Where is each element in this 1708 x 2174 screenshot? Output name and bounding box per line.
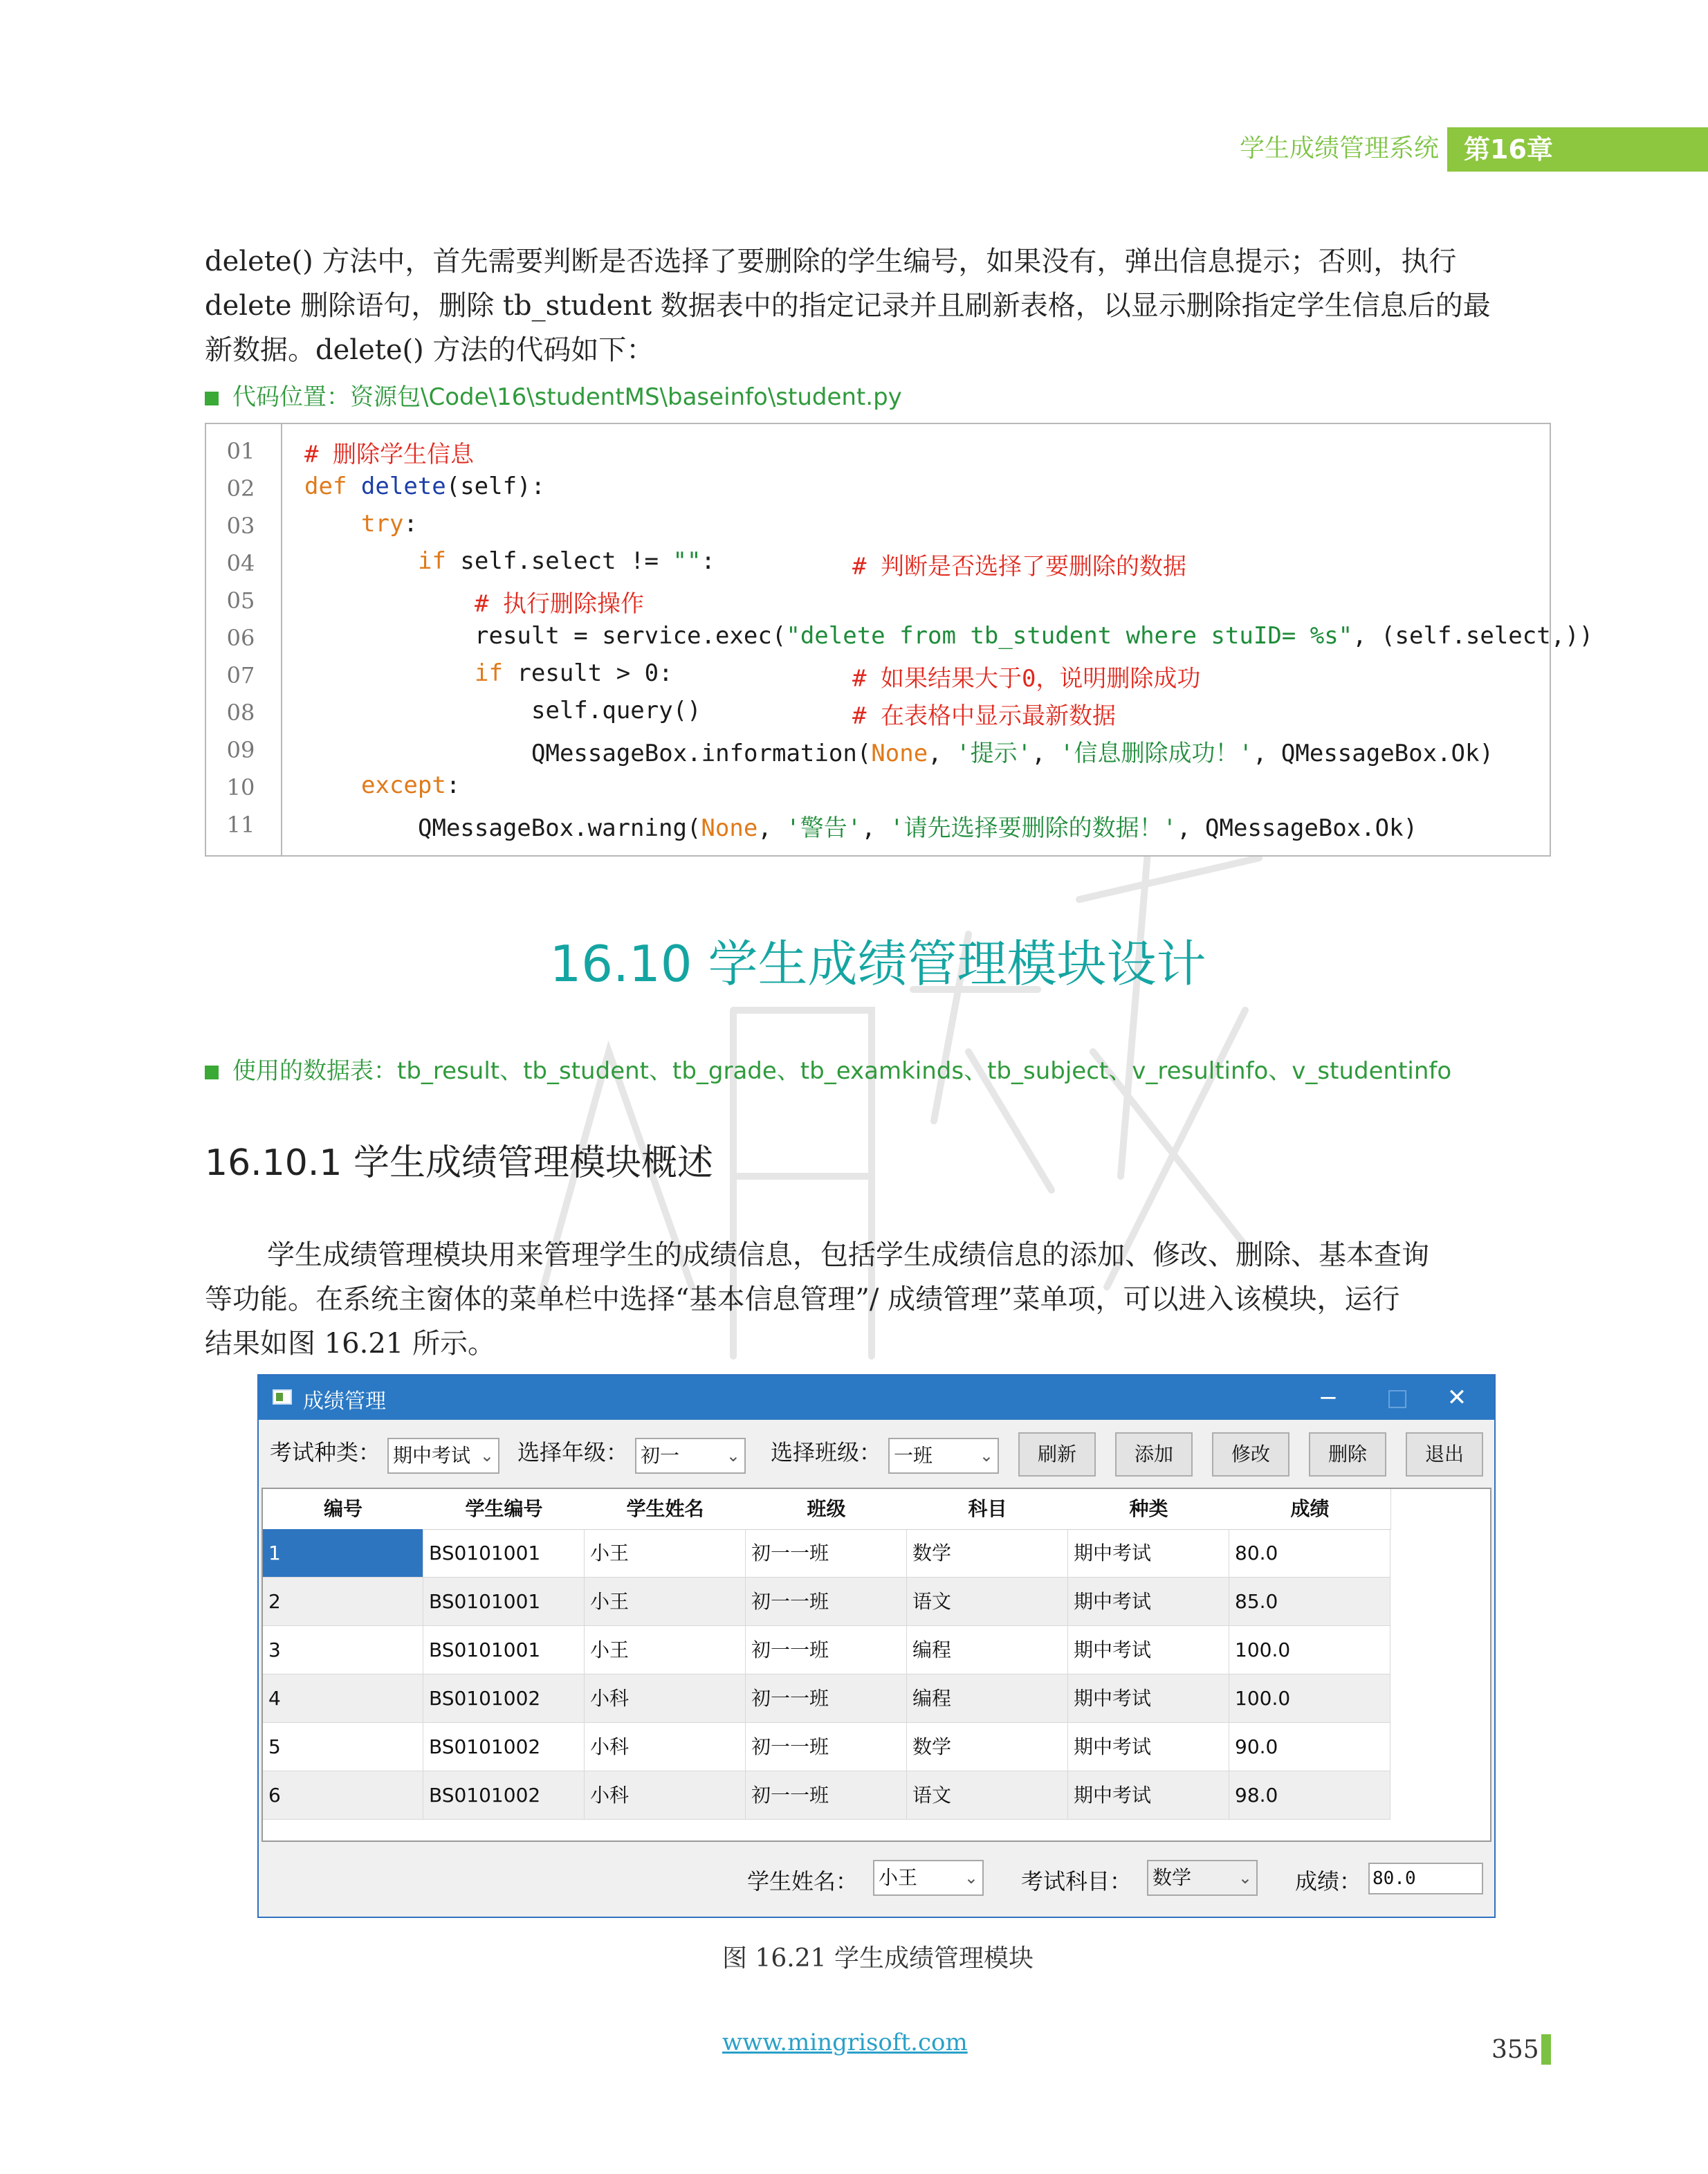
- window-title: 成绩管理: [303, 1389, 386, 1414]
- class-select[interactable]: 一班 ⌄: [888, 1438, 999, 1474]
- column-header[interactable]: 学生姓名: [585, 1489, 746, 1530]
- table-cell[interactable]: 小王: [585, 1529, 746, 1578]
- edit-button[interactable]: 修改: [1212, 1432, 1289, 1477]
- score-label: 成绩：: [1295, 1868, 1362, 1894]
- add-button[interactable]: 添加: [1115, 1432, 1193, 1477]
- table-cell[interactable]: 4: [263, 1674, 423, 1723]
- table-cell[interactable]: 小王: [585, 1578, 746, 1626]
- table-cell[interactable]: 数学: [907, 1529, 1068, 1578]
- minimize-icon[interactable]: −: [1318, 1384, 1339, 1412]
- code-comment: # 如果结果大于0，说明删除成功: [852, 665, 1201, 693]
- code-line: # 删除学生信息: [304, 441, 474, 468]
- bullet-square-icon: [205, 1066, 219, 1079]
- page-number: 355: [1491, 2036, 1539, 2064]
- table-cell[interactable]: 2: [263, 1578, 423, 1626]
- column-header[interactable]: 编号: [263, 1489, 424, 1530]
- code-line: QMessageBox.information(None, '提示', '信息删除成功！', QMessageBox.Ok): [531, 740, 1494, 767]
- table-cell[interactable]: 100.0: [1229, 1626, 1390, 1674]
- table-cell[interactable]: 80.0: [1229, 1529, 1390, 1578]
- section-heading: 16.10 学生成绩管理模块设计: [549, 935, 1206, 993]
- code-comment: # 判断是否选择了要删除的数据: [852, 553, 1186, 581]
- intro-paragraph: [205, 239, 1551, 372]
- chevron-down-icon: ⌄: [479, 1446, 494, 1465]
- table-cell[interactable]: 期中考试: [1068, 1529, 1229, 1578]
- app-icon: [273, 1389, 292, 1405]
- chapter-tab: 第16章: [1447, 127, 1708, 172]
- window-titlebar[interactable]: [259, 1376, 1494, 1420]
- refresh-button[interactable]: 刷新: [1018, 1432, 1096, 1477]
- table-cell[interactable]: 100.0: [1229, 1674, 1390, 1723]
- line-number-gutter: [206, 424, 282, 855]
- running-header-title: 学生成绩管理系统: [1239, 134, 1439, 163]
- table-cell[interactable]: 85.0: [1229, 1578, 1390, 1626]
- table-cell[interactable]: 期中考试: [1068, 1771, 1229, 1820]
- table-cell[interactable]: BS0101001: [423, 1626, 585, 1674]
- exam-kind-select[interactable]: 期中考试 ⌄: [387, 1438, 499, 1474]
- table-cell[interactable]: 初一一班: [746, 1626, 907, 1674]
- table-cell[interactable]: BS0101001: [423, 1578, 585, 1626]
- close-icon[interactable]: ✕: [1447, 1384, 1467, 1412]
- table-cell[interactable]: 5: [263, 1723, 423, 1771]
- table-cell[interactable]: 初一一班: [746, 1771, 907, 1820]
- code-location-note: [205, 378, 902, 412]
- line-number: 09: [226, 737, 255, 763]
- table-cell[interactable]: BS0101002: [423, 1771, 585, 1820]
- code-line: def delete(self):: [304, 473, 546, 500]
- subject-select[interactable]: 数学 ⌄: [1147, 1860, 1258, 1896]
- table-cell[interactable]: 语文: [907, 1578, 1068, 1626]
- code-line: result = service.exec("delete from tb_student where stuID= %s", (self.select,)): [475, 622, 1594, 650]
- exit-button[interactable]: 退出: [1406, 1432, 1483, 1477]
- table-cell[interactable]: 期中考试: [1068, 1674, 1229, 1723]
- tables-used-note: [205, 1052, 1451, 1086]
- bullet-square-icon: [205, 392, 219, 405]
- line-number: 11: [226, 812, 255, 838]
- grade-label: 选择年级：: [517, 1439, 629, 1465]
- maximize-icon[interactable]: □: [1386, 1384, 1409, 1412]
- exam-kind-label: 考试种类：: [270, 1439, 381, 1465]
- line-number: 06: [226, 625, 255, 651]
- table-cell[interactable]: 期中考试: [1068, 1723, 1229, 1771]
- intro-line: 新数据。delete() 方法的代码如下：: [205, 334, 654, 366]
- code-line: if result > 0:: [475, 659, 673, 687]
- delete-button[interactable]: 删除: [1309, 1432, 1386, 1477]
- footer-link[interactable]: www.mingrisoft.com: [722, 2029, 968, 2056]
- table-cell[interactable]: 初一一班: [746, 1723, 907, 1771]
- intro-line: delete() 方法中，首先需要判断是否选择了要删除的学生编号，如果没有，弹出信息提示；否则，执行: [205, 246, 1457, 277]
- line-number: 05: [226, 587, 255, 614]
- tables-used-text: 使用的数据表：tb_result、tb_student、tb_grade、tb_examkinds、tb_subject、v_resultinfo、v_studentinfo: [232, 1057, 1452, 1085]
- line-number: 07: [226, 662, 255, 688]
- table-cell[interactable]: 初一一班: [746, 1674, 907, 1723]
- table-cell[interactable]: 小科: [585, 1674, 746, 1723]
- line-number: 08: [226, 700, 255, 726]
- overview-paragraph: [205, 1233, 1551, 1366]
- subject-label: 考试科目：: [1021, 1868, 1132, 1894]
- chevron-down-icon: ⌄: [979, 1446, 993, 1465]
- table-cell[interactable]: 6: [263, 1771, 423, 1820]
- class-label: 选择班级：: [771, 1439, 882, 1465]
- overview-line: 等功能。在系统主窗体的菜单栏中选择“基本信息管理”/ 成绩管理”菜单项，可以进入该模块，运行: [205, 1284, 1400, 1315]
- column-header[interactable]: 成绩: [1229, 1489, 1391, 1530]
- student-name-select[interactable]: 小王 ⌄: [873, 1860, 984, 1896]
- code-location-text: 代码位置：资源包\Code\16\studentMS\baseinfo\student.py: [232, 383, 902, 411]
- overview-line: 结果如图 16.21 所示。: [205, 1328, 495, 1360]
- code-line: QMessageBox.warning(None, '警告', '请先选择要删除的数据！', QMessageBox.Ok): [418, 814, 1418, 842]
- score-input[interactable]: 80.0: [1368, 1863, 1483, 1894]
- line-number: 04: [226, 550, 255, 576]
- score-table[interactable]: [261, 1488, 1491, 1842]
- code-line: # 执行删除操作: [475, 590, 644, 618]
- column-header[interactable]: 科目: [907, 1489, 1069, 1530]
- table-cell[interactable]: 语文: [907, 1771, 1068, 1820]
- table-cell[interactable]: 小科: [585, 1723, 746, 1771]
- table-cell[interactable]: 1: [263, 1529, 423, 1578]
- table-cell[interactable]: BS0101002: [423, 1674, 585, 1723]
- table-cell[interactable]: 初一一班: [746, 1529, 907, 1578]
- student-name-label: 学生姓名：: [747, 1868, 858, 1894]
- table-cell[interactable]: 编程: [907, 1674, 1068, 1723]
- code-line: try:: [361, 510, 418, 538]
- code-listing: [205, 423, 1594, 857]
- subsection-heading: 16.10.1 学生成绩管理模块概述: [205, 1142, 714, 1184]
- table-cell[interactable]: 数学: [907, 1723, 1068, 1771]
- table-cell[interactable]: 小科: [585, 1771, 746, 1820]
- code-line: self.query(): [531, 697, 701, 724]
- table-cell[interactable]: 3: [263, 1626, 423, 1674]
- code-line: except:: [361, 771, 461, 799]
- line-number: 02: [226, 475, 255, 502]
- code-comment: # 在表格中显示最新数据: [852, 702, 1116, 730]
- column-header[interactable]: 班级: [746, 1489, 908, 1530]
- table-cell[interactable]: 90.0: [1229, 1723, 1390, 1771]
- table-cell[interactable]: BS0101001: [423, 1529, 585, 1578]
- line-number: 10: [226, 774, 255, 801]
- page-accent-bar: [1541, 2034, 1551, 2065]
- intro-line: delete 删除语句，删除 tb_student 数据表中的指定记录并且刷新表格，以显示删除指定学生信息后的最: [205, 290, 1491, 322]
- table-cell[interactable]: 小王: [585, 1626, 746, 1674]
- overview-line: 学生成绩管理模块用来管理学生的成绩信息，包括学生成绩信息的添加、修改、删除、基本查询: [267, 1239, 1429, 1271]
- line-number: 01: [226, 438, 255, 464]
- figure-caption: 图 16.21 学生成绩管理模块: [722, 1944, 1034, 1973]
- table-cell[interactable]: 期中考试: [1068, 1578, 1229, 1626]
- grade-select[interactable]: 初一 ⌄: [635, 1438, 746, 1474]
- table-cell[interactable]: 期中考试: [1068, 1626, 1229, 1674]
- table-cell[interactable]: 编程: [907, 1626, 1068, 1674]
- table-cell[interactable]: BS0101002: [423, 1723, 585, 1771]
- column-header[interactable]: 种类: [1068, 1489, 1230, 1530]
- chevron-down-icon: ⌄: [964, 1868, 978, 1888]
- code-line: if self.select != "":: [418, 547, 715, 575]
- score-management-window: [257, 1374, 1496, 1918]
- chevron-down-icon: ⌄: [726, 1446, 740, 1465]
- line-number: 03: [226, 513, 255, 539]
- table-cell[interactable]: 98.0: [1229, 1771, 1390, 1820]
- column-header[interactable]: 学生编号: [423, 1489, 585, 1530]
- table-cell[interactable]: 初一一班: [746, 1578, 907, 1626]
- chevron-down-icon: ⌄: [1238, 1868, 1252, 1888]
